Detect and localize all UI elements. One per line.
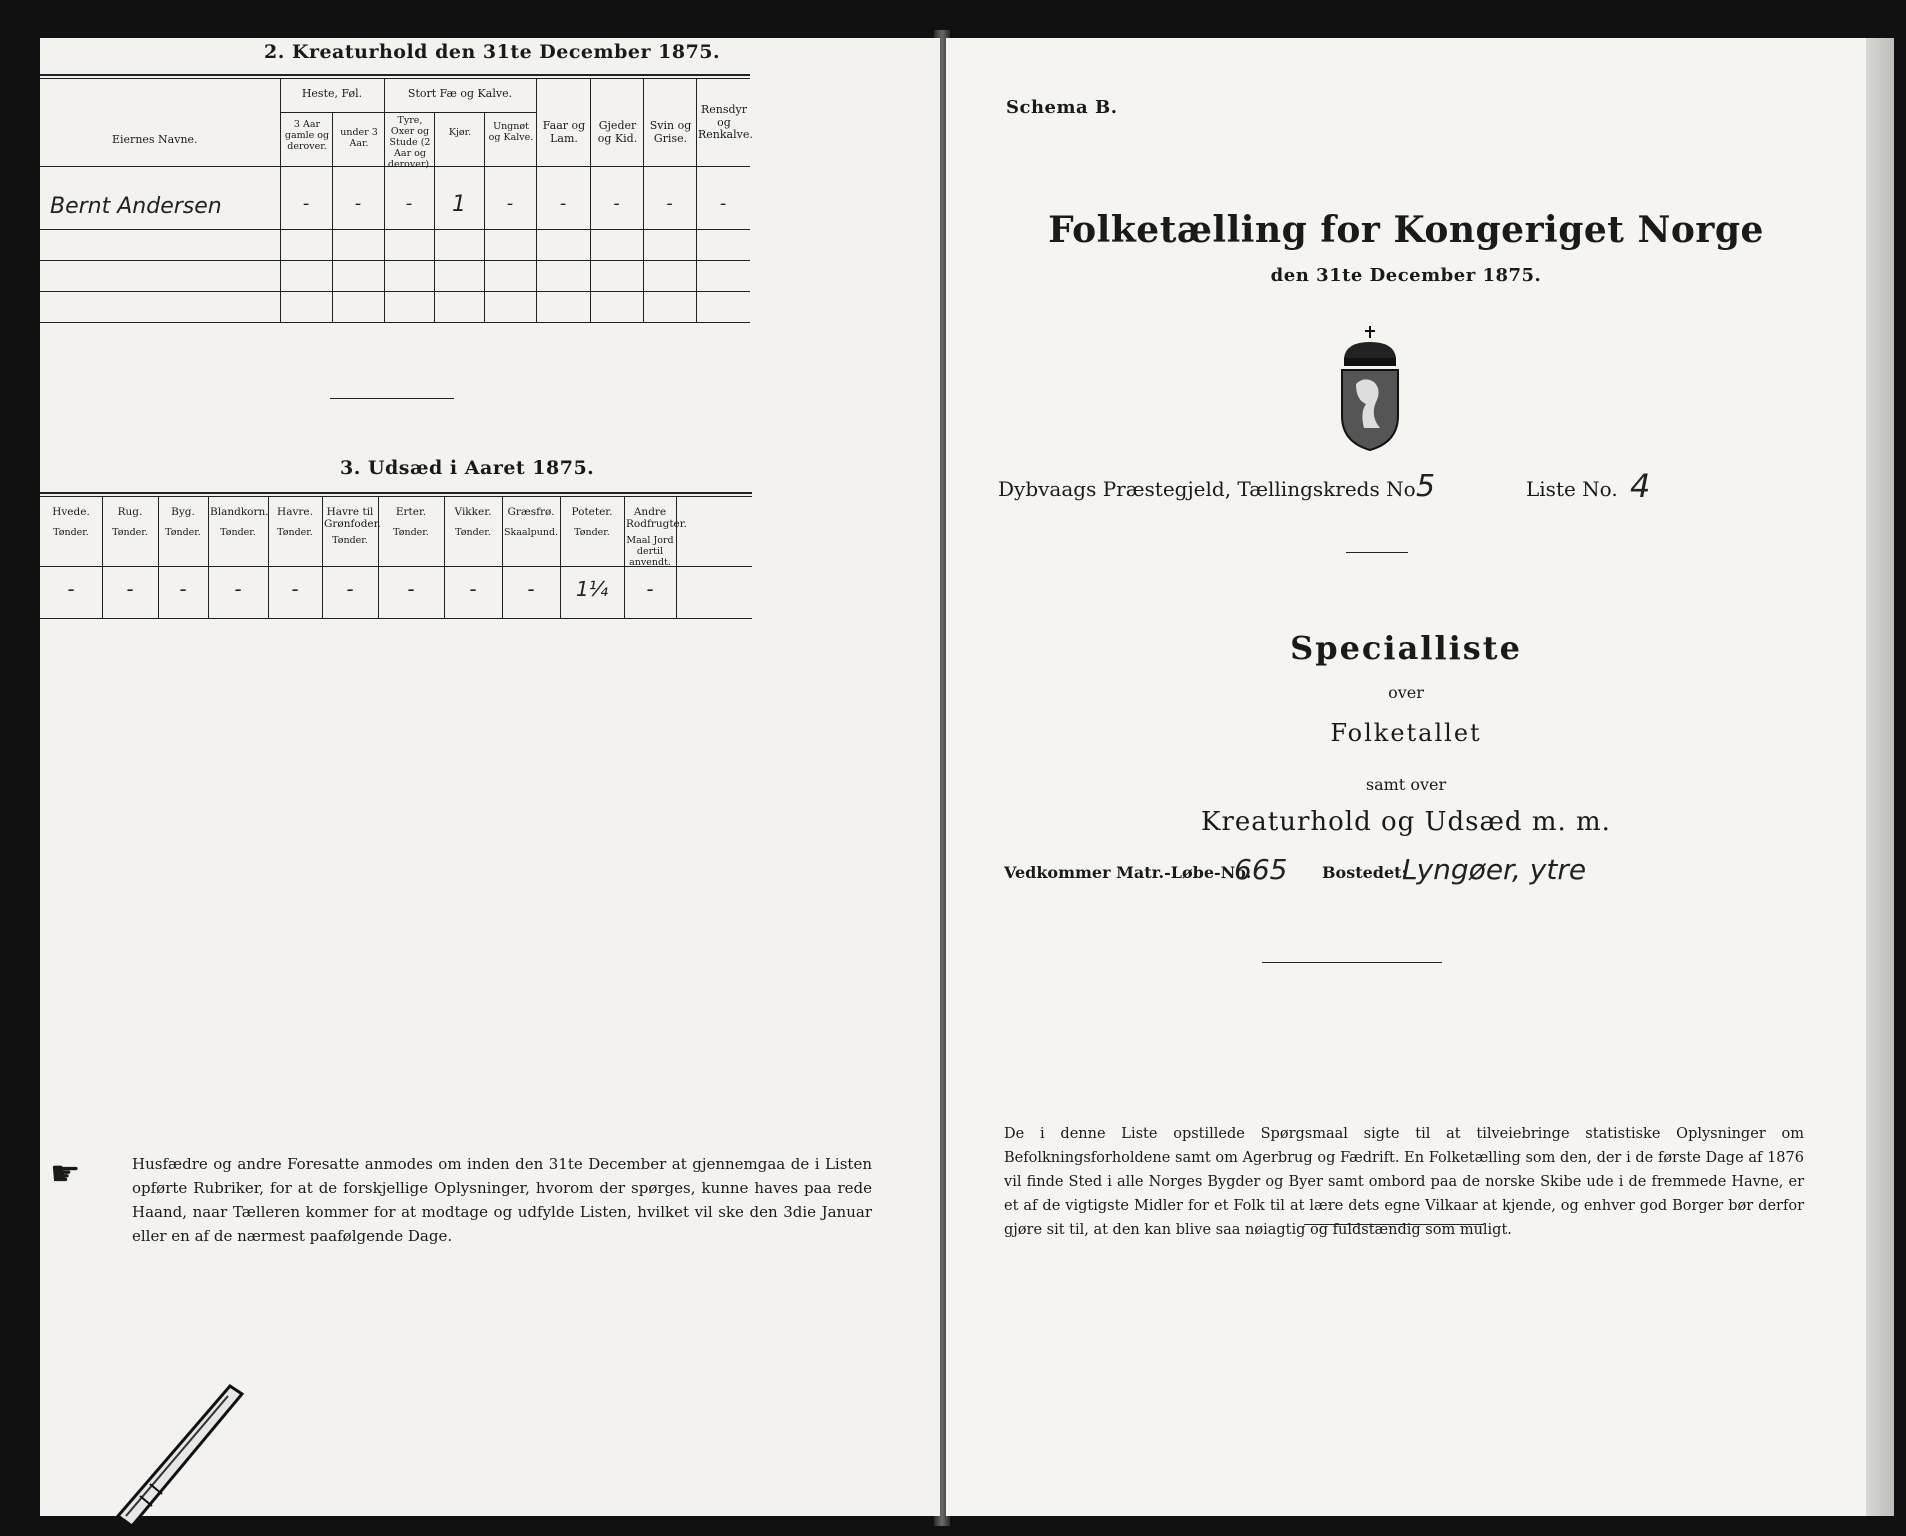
seed-col-unit: Maal Jord dertil anvendt. [626, 535, 674, 568]
cell-rensdyr: - [719, 193, 727, 214]
seed-col-header: Rug. [117, 506, 143, 518]
folketallet-label: Folketallet [1330, 719, 1482, 747]
seed-col-rule [560, 496, 561, 618]
liste-label: Liste No. [1526, 477, 1618, 501]
heste-sub2: under 3 Aar. [340, 127, 378, 149]
seed-cell: - [291, 577, 299, 601]
seed-col-unit: Tønder. [393, 527, 429, 538]
seed-col-header: Vikker. [454, 506, 492, 518]
seed-col-unit: Skaalpund. [504, 527, 559, 538]
stort-sub1: Tyre, Oxer og Stude (2 Aar og derover). [387, 115, 433, 170]
seed-col-header: Græsfrø. [507, 506, 555, 518]
over-label: over [1388, 683, 1424, 702]
heste-header: Heste, Føl. [301, 87, 363, 100]
seed-col-header: Poteter. [571, 506, 613, 518]
stort-sub2: Kjør. [448, 127, 472, 138]
seed-col-unit: Tønder. [455, 527, 491, 538]
seed-cell: - [527, 577, 535, 601]
kreaturhold-title: Kreaturhold og Udsæd m. m. [1201, 807, 1611, 837]
explanation-paragraph: De i denne Liste opstillede Spørgsmaal sigte til at tilveiebringe statistiske Oplysninger om Befolkningsforholdene samt om Agerbrug og Fædrift. En Folketælling som den, der i de første Dage af 1876 vil finde Sted i alle Norges Bygder og Byer samt ombord paa de norske Skibe ude i de fremmede Havne, er et af de vigtigste Midler for et Folk til at lære dets egne Vilkaar at kjende, og enhver god Borger bør derfor gjøre sit til, at den kan blive saa nøiagtig og fuldstændig som muligt. [1004, 1126, 1804, 1238]
seed-cell: - [469, 577, 477, 601]
notice-text: Husfædre og andre Foresatte anmodes om inden den 31te December at gjennemgaa de i Listen opførte Rubriker, for at de forskjellige Oplysninger, hvorom der spørges, kunne haves paa rede Haand, naar Tælleren kommer for at modtage og udfylde Listen, hvilket vil ske den 3die Januar eller en af de nærmest paafølgende Dage. [132, 1155, 872, 1245]
cell-tyre: - [405, 193, 413, 214]
seed-cell: - [407, 577, 415, 601]
seed-cell: - [234, 577, 242, 601]
seed-cell: - [179, 577, 187, 601]
separator-rule [1346, 552, 1408, 553]
kreds-number: 5 [1416, 469, 1436, 504]
bosted-value: Lyngøer, ytre [1402, 853, 1587, 886]
gjeder-header: Gjeder og Kid. [597, 119, 638, 145]
table-bottom-rule [40, 322, 750, 323]
section2-heading: 2. Kreaturhold den 31te December 1875. [264, 41, 721, 63]
separator-rule [1304, 1224, 1484, 1225]
left-page [40, 38, 940, 1516]
cell-svin: - [666, 193, 673, 214]
svin-header: Svin og Grise. [649, 119, 692, 145]
pen-icon [100, 1376, 250, 1536]
heste-sub1: 3 Aar gamle og derover. [284, 119, 330, 152]
matr-number: 665 [1234, 853, 1288, 886]
schema-label: Schema B. [1006, 97, 1118, 118]
seed-col-header: Blandkorn. [210, 506, 269, 518]
seed-col-rule [502, 496, 503, 618]
seed-col-header: Havre. [277, 506, 313, 518]
census-title: Folketælling for Kongeriget Norge [1048, 209, 1764, 251]
seed-col-rule [322, 496, 323, 618]
cell-ungnot: - [506, 193, 514, 214]
separator-rule [330, 398, 454, 399]
seed-col-rule [102, 496, 103, 618]
matr-label: Vedkommer Matr.-Løbe-No. [1004, 863, 1252, 882]
seed-col-rule [378, 496, 379, 618]
seed-col-rule [624, 496, 625, 618]
seed-table-top-rule-2 [40, 496, 752, 497]
seed-col-rule [676, 496, 677, 618]
owner-column-header: Eiernes Navne. [112, 133, 198, 146]
page-edge [1866, 38, 1894, 1516]
coat-of-arms-icon [1334, 324, 1406, 454]
bosted-label: Bostedet: [1322, 863, 1408, 882]
seed-col-header: Erter. [395, 506, 427, 518]
cell-kjor: 1 [452, 192, 466, 217]
col-rule [484, 112, 485, 322]
liste-number: 4 [1630, 467, 1651, 505]
table-top-rule [40, 74, 750, 76]
seed-col-header: Andre Rodfrugter. [626, 506, 687, 531]
seed-cell: - [67, 577, 75, 601]
seed-col-unit: Tønder. [277, 527, 313, 538]
table-group-rule [280, 112, 536, 113]
seed-cell: - [346, 577, 354, 601]
seed-col-header: Byg. [171, 506, 195, 518]
seed-col-unit: Tønder. [220, 527, 256, 538]
stort-sub3: Ungnøt og Kalve. [488, 121, 534, 143]
seed-col-unit: Tønder. [574, 527, 610, 538]
seed-col-unit: Tønder. [165, 527, 201, 538]
seed-col-rule [208, 496, 209, 618]
right-page [946, 38, 1866, 1516]
census-date: den 31te December 1875. [1270, 265, 1542, 286]
seed-cell: - [126, 577, 134, 601]
col-rule [332, 112, 333, 322]
section3-heading: 3. Udsæd i Aaret 1875. [340, 457, 595, 479]
prestegjeld-label: Dybvaags Præstegjeld, Tællingskreds No. [998, 477, 1422, 501]
seed-col-header: Hvede. [52, 506, 90, 518]
cell-heste2: - [354, 193, 362, 214]
seed-cell: - [646, 577, 654, 601]
seed-col-rule [444, 496, 445, 618]
stort-fae-header: Stort Fæ og Kalve. [407, 87, 513, 100]
specialliste-title: Specialliste [1290, 629, 1522, 667]
cell-faar: - [559, 193, 567, 214]
faar-header: Faar og Lam. [542, 119, 586, 145]
cell-heste1: - [302, 193, 310, 214]
samt-over-label: samt over [1365, 775, 1447, 794]
owner-name: Bernt Andersen [50, 194, 222, 219]
seed-cell: 1¼ [575, 577, 609, 601]
seed-bottom-rule [40, 618, 752, 619]
cell-gjeder: - [613, 193, 620, 214]
seed-col-unit: Tønder. [53, 527, 89, 538]
seed-col-unit: Tønder. [332, 535, 368, 546]
seed-col-unit: Tønder. [112, 527, 148, 538]
seed-table-top-rule [40, 492, 752, 494]
pointing-hand-icon: ☛ [50, 1154, 81, 1194]
separator-rule [1262, 962, 1442, 963]
seed-col-header: Havre til Grønfoder. [324, 506, 381, 531]
seed-col-rule [158, 496, 159, 618]
rensdyr-header: Rensdyr og Renkalve. [698, 103, 753, 142]
